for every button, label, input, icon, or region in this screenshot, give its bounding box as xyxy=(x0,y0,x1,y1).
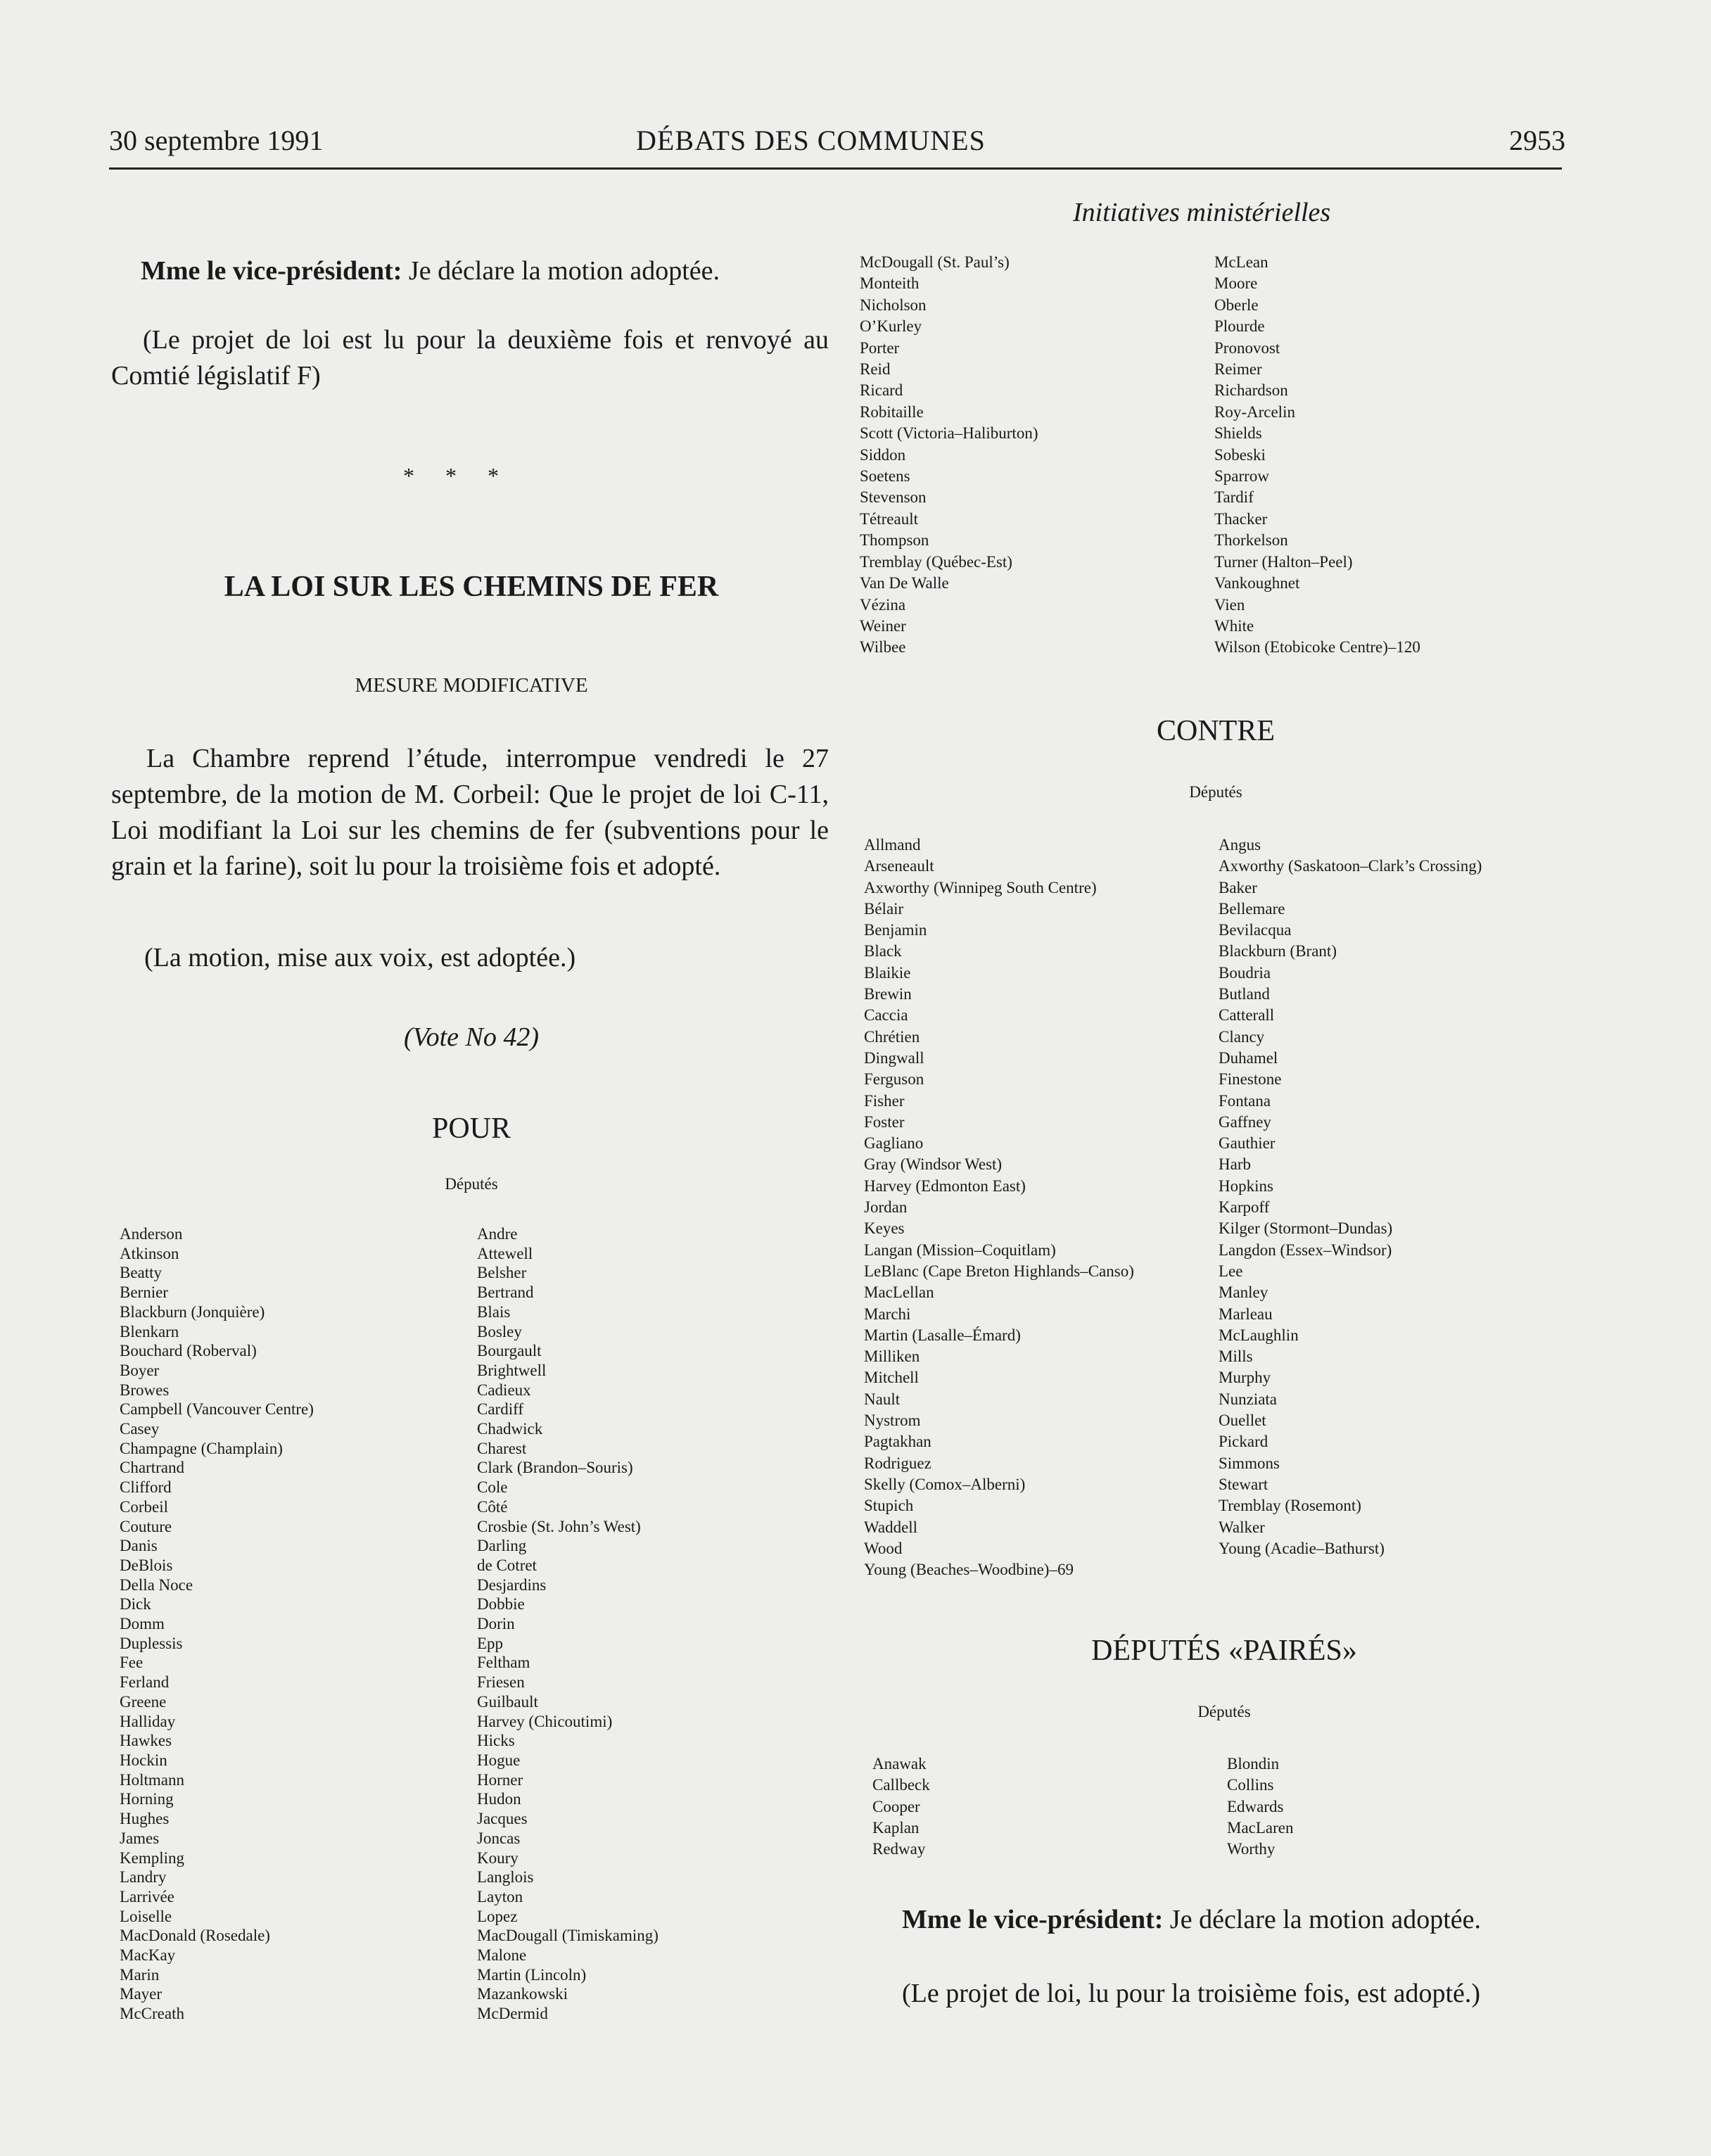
member-name: Stewart xyxy=(1219,1475,1268,1493)
member-name: Blais xyxy=(477,1302,511,1321)
paires-list-col1 xyxy=(872,1754,930,1860)
member-name: Vankoughnet xyxy=(1214,574,1300,592)
member-name: Stevenson xyxy=(860,488,927,507)
member-name: Blondin xyxy=(1227,1755,1280,1773)
member-name: Murphy xyxy=(1219,1369,1271,1387)
member-name: Hawkes xyxy=(120,1732,172,1750)
member-name: Pagtakhan xyxy=(864,1433,931,1451)
member-name: Ferguson xyxy=(864,1070,924,1089)
motion-paragraph: La Chambre reprend l’étude, interrompue vendredi le 27 septembre, de la motion de M. Corbeil: Que le projet de loi C-11, Loi modifiant la Loi sur les chemins de fer (subventions pour le grain et la farine), soit lu pour la troisième fois et adopté. xyxy=(111,744,829,881)
member-name: Corbeil xyxy=(120,1497,168,1516)
member-name: Bertrand xyxy=(477,1283,534,1302)
contre-heading: CONTRE xyxy=(1157,715,1275,747)
member-name: Hudon xyxy=(477,1790,521,1808)
member-name: Skelly (Comox–Alberni) xyxy=(864,1475,1026,1493)
member-name: Oberle xyxy=(1214,296,1259,314)
member-name: Richardson xyxy=(1214,381,1288,400)
member-name: Joncas xyxy=(477,1829,521,1847)
member-name: Bosley xyxy=(477,1322,522,1340)
member-name: Wilbee xyxy=(860,638,906,657)
member-name: Guilbault xyxy=(477,1692,538,1711)
member-name: Mills xyxy=(1219,1348,1253,1366)
member-name: Casey xyxy=(120,1420,160,1438)
member-name: Belsher xyxy=(477,1264,527,1282)
member-name: Dobbie xyxy=(477,1595,525,1613)
member-name: Champagne (Champlain) xyxy=(120,1439,283,1457)
member-name: Turner (Halton–Peel) xyxy=(1214,552,1353,571)
speaker-paragraph xyxy=(141,253,837,289)
referral-paragraph: (Le projet de loi est lu pour la deuxième fois et renvoyé au Comtié législatif F) xyxy=(111,325,829,391)
member-name: Malone xyxy=(477,1946,527,1965)
pour-heading: POUR xyxy=(431,1112,511,1145)
member-name: Bourgault xyxy=(477,1342,542,1360)
section-heading: LA LOI SUR LES CHEMINS DE FER xyxy=(224,571,719,603)
member-name: Greene xyxy=(120,1692,167,1711)
member-name: Mazankowski xyxy=(477,1985,568,2003)
section-separator: * * * xyxy=(403,463,511,488)
member-name: Langlois xyxy=(477,1868,534,1886)
contre-list-col2 xyxy=(1219,835,1482,1559)
contre-list-col1 xyxy=(864,835,1134,1580)
member-name: Jacques xyxy=(477,1810,528,1828)
member-name: Vézina xyxy=(860,595,906,614)
member-name: Worthy xyxy=(1227,1840,1276,1858)
member-name: Thompson xyxy=(860,531,929,550)
closing-speaker-paragraph xyxy=(902,1902,1577,1938)
speaker-name: Mme le vice-président: xyxy=(141,256,402,286)
member-name: Beatty xyxy=(120,1264,163,1282)
member-name: Dingwall xyxy=(864,1048,924,1067)
member-name: Tremblay (Québec-Est) xyxy=(860,552,1012,571)
member-name: Hicks xyxy=(477,1732,515,1750)
member-name: Dorin xyxy=(477,1615,515,1633)
member-name: Sobeski xyxy=(1214,445,1266,464)
section-title: Initiatives ministérielles xyxy=(1073,198,1331,227)
member-name: Young (Acadie–Bathurst) xyxy=(1219,1539,1385,1557)
member-name: McLean xyxy=(1214,253,1268,271)
member-name: Baker xyxy=(1219,878,1257,896)
member-name: Pronovost xyxy=(1214,338,1280,357)
member-name: Chartrand xyxy=(120,1459,184,1477)
member-name: Atkinson xyxy=(120,1244,179,1262)
member-name: Young (Beaches–Woodbine)–69 xyxy=(864,1561,1074,1579)
member-name: Scott (Victoria–Haliburton) xyxy=(860,424,1038,443)
member-name: Karpoff xyxy=(1219,1198,1270,1217)
pour-list-col3 xyxy=(860,252,1038,659)
paires-heading: DÉPUTÉS «PAIRÉS» xyxy=(1091,1635,1357,1667)
member-name: Axworthy (Winnipeg South Centre) xyxy=(864,878,1097,896)
member-name: Desjardins xyxy=(477,1575,547,1594)
pour-list-col1 xyxy=(120,1224,314,2024)
member-name: McDougall (St. Paul’s) xyxy=(860,253,1010,271)
member-name: Porter xyxy=(860,338,900,357)
member-name: White xyxy=(1214,616,1254,635)
member-name: MacKay xyxy=(120,1946,176,1965)
member-name: MacDonald (Rosedale) xyxy=(120,1927,270,1945)
header-rule xyxy=(109,167,1562,170)
closing-speaker-text: Je déclare la motion adoptée. xyxy=(1163,1905,1482,1934)
member-name: LeBlanc (Cape Breton Highlands–Canso) xyxy=(864,1262,1134,1280)
member-name: Reid xyxy=(860,360,891,379)
member-name: Allmand xyxy=(864,836,921,854)
member-name: Loiselle xyxy=(120,1907,172,1925)
member-name: Cole xyxy=(477,1478,508,1497)
member-name: Marin xyxy=(120,1965,160,1984)
member-name: Nault xyxy=(864,1390,901,1408)
member-name: Ouellet xyxy=(1219,1412,1266,1430)
member-name: Nicholson xyxy=(860,296,927,314)
member-name: Butland xyxy=(1219,985,1270,1003)
member-name: Boudria xyxy=(1219,963,1271,982)
member-name: Koury xyxy=(477,1849,519,1867)
member-name: Lee xyxy=(1219,1262,1243,1280)
member-name: Nunziata xyxy=(1219,1390,1278,1408)
member-name: Bouchard (Roberval) xyxy=(120,1342,257,1360)
member-name: Callbeck xyxy=(872,1776,930,1794)
member-name: Nystrom xyxy=(864,1412,921,1430)
member-name: Jordan xyxy=(864,1198,908,1217)
member-name: Halliday xyxy=(120,1712,176,1730)
member-name: Langdon (Essex–Windsor) xyxy=(1219,1241,1392,1259)
member-name: MacLellan xyxy=(864,1283,934,1302)
member-name: Bellemare xyxy=(1219,899,1285,918)
member-name: Thorkelson xyxy=(1214,531,1288,550)
member-name: Fisher xyxy=(864,1091,905,1110)
member-name: Martin (Lincoln) xyxy=(477,1965,587,1984)
member-name: Harvey (Edmonton East) xyxy=(864,1177,1026,1195)
member-name: Catterall xyxy=(1219,1006,1275,1025)
member-name: Gagliano xyxy=(864,1134,924,1153)
member-name: Hughes xyxy=(120,1810,170,1828)
header-title: DÉBATS DES COMMUNES xyxy=(636,125,986,156)
member-name: MacDougall (Timiskaming) xyxy=(477,1927,659,1945)
member-name: Ricard xyxy=(860,381,903,400)
header-date: 30 septembre 1991 xyxy=(109,125,324,156)
motion-result: (La motion, mise aux voix, est adoptée.) xyxy=(144,943,576,972)
member-name: Darling xyxy=(477,1537,527,1555)
member-name: Edwards xyxy=(1227,1797,1284,1815)
speaker-text: Je déclare la motion adoptée. xyxy=(402,256,720,286)
closing-result: (Le projet de loi, lu pour la troisième fois, est adopté.) xyxy=(902,1979,1481,2008)
member-name: Bélair xyxy=(864,899,904,918)
vote-number: (Vote No 42) xyxy=(403,1022,540,1052)
member-name: Duplessis xyxy=(120,1634,183,1652)
member-name: Kempling xyxy=(120,1849,184,1867)
member-name: Benjamin xyxy=(864,921,927,939)
member-name: McLaughlin xyxy=(1219,1326,1299,1344)
member-name: Mayer xyxy=(120,1985,163,2003)
member-name: Thacker xyxy=(1214,509,1268,528)
member-name: McDermid xyxy=(477,2005,548,2023)
member-name: Tardif xyxy=(1214,488,1254,507)
member-name: Angus xyxy=(1219,836,1261,854)
pour-list-col2 xyxy=(477,1224,659,2024)
member-name: Langan (Mission–Coquitlam) xyxy=(864,1241,1056,1259)
member-name: Weiner xyxy=(860,616,906,635)
member-name: Boyer xyxy=(120,1361,160,1379)
member-name: Plourde xyxy=(1214,317,1265,336)
member-name: Wilson (Etobicoke Centre)–120 xyxy=(1214,638,1420,657)
member-name: Lopez xyxy=(477,1907,518,1925)
member-name: O’Kurley xyxy=(860,317,922,336)
member-name: Mitchell xyxy=(864,1369,919,1387)
member-name: Gray (Windsor West) xyxy=(864,1155,1003,1174)
member-name: Moore xyxy=(1214,274,1258,293)
page-number: 2953 xyxy=(1509,125,1565,156)
member-name: DeBlois xyxy=(120,1556,173,1574)
member-name: Chrétien xyxy=(864,1027,920,1046)
member-name: Clark (Brandon–Souris) xyxy=(477,1459,633,1477)
member-name: Duhamel xyxy=(1219,1048,1278,1067)
member-name: Tétreault xyxy=(860,509,919,528)
member-name: Gauthier xyxy=(1219,1134,1276,1153)
member-name: Gaffney xyxy=(1219,1112,1271,1131)
member-name: Milliken xyxy=(864,1348,920,1366)
member-name: Tremblay (Rosemont) xyxy=(1219,1497,1361,1515)
member-name: Vien xyxy=(1214,595,1245,614)
member-name: Epp xyxy=(477,1634,504,1652)
member-name: Roy-Arcelin xyxy=(1214,402,1295,421)
member-name: Campbell (Vancouver Centre) xyxy=(120,1400,314,1419)
member-name: Feltham xyxy=(477,1654,530,1672)
member-name: Andre xyxy=(477,1225,518,1243)
member-name: Clifford xyxy=(120,1478,172,1497)
member-name: Browes xyxy=(120,1381,170,1399)
member-name: James xyxy=(120,1829,160,1847)
member-name: Waddell xyxy=(864,1518,918,1536)
member-name: Charest xyxy=(477,1439,527,1457)
member-name: Black xyxy=(864,942,902,960)
member-name: Keyes xyxy=(864,1219,905,1238)
member-name: Holtmann xyxy=(120,1770,184,1789)
member-name: Friesen xyxy=(477,1673,525,1692)
member-name: Caccia xyxy=(864,1006,908,1025)
member-name: Bernier xyxy=(120,1283,168,1302)
member-name: Collins xyxy=(1227,1776,1274,1794)
member-name: Hogue xyxy=(477,1751,521,1769)
member-name: Bevilacqua xyxy=(1219,921,1292,939)
member-name: Blackburn (Jonquière) xyxy=(120,1302,265,1321)
member-name: Fee xyxy=(120,1654,144,1672)
member-name: Rodriguez xyxy=(864,1454,931,1472)
pour-subheading: Députés xyxy=(445,1175,498,1193)
member-name: Wood xyxy=(864,1539,903,1557)
member-name: Harb xyxy=(1219,1155,1251,1174)
member-name: Crosbie (St. John’s West) xyxy=(477,1517,641,1535)
member-name: Della Noce xyxy=(120,1575,193,1594)
member-name: Stupich xyxy=(864,1497,914,1515)
member-name: Van De Walle xyxy=(860,574,949,592)
member-name: Finestone xyxy=(1219,1070,1282,1089)
member-name: Axworthy (Saskatoon–Clark’s Crossing) xyxy=(1219,857,1482,875)
member-name: Hockin xyxy=(120,1751,167,1769)
member-name: Robitaille xyxy=(860,402,924,421)
member-name: Layton xyxy=(477,1887,523,1905)
member-name: Anderson xyxy=(120,1225,183,1243)
member-name: Dick xyxy=(120,1595,151,1613)
member-name: Martin (Lasalle–Émard) xyxy=(864,1326,1021,1344)
member-name: Kaplan xyxy=(872,1818,920,1837)
member-name: Hopkins xyxy=(1219,1177,1273,1195)
paires-subheading: Députés xyxy=(1197,1703,1251,1720)
member-name: Cooper xyxy=(872,1797,920,1815)
member-name: Attewell xyxy=(477,1244,533,1262)
member-name: Manley xyxy=(1219,1283,1268,1302)
member-name: de Cotret xyxy=(477,1556,537,1574)
member-name: Brewin xyxy=(864,985,912,1003)
member-name: Kilger (Stormont–Dundas) xyxy=(1219,1219,1393,1238)
member-name: McCreath xyxy=(120,2005,184,2023)
member-name: Marchi xyxy=(864,1305,911,1323)
member-name: Blenkarn xyxy=(120,1322,179,1340)
member-name: Cardiff xyxy=(477,1400,524,1419)
member-name: Anawak xyxy=(872,1755,927,1773)
member-name: Horning xyxy=(120,1790,174,1808)
closing-speaker-name: Mme le vice-président: xyxy=(902,1905,1164,1934)
member-name: Fontana xyxy=(1219,1091,1271,1110)
member-name: Simmons xyxy=(1219,1454,1280,1472)
member-name: Landry xyxy=(120,1868,167,1886)
paires-list-col2 xyxy=(1227,1754,1294,1860)
member-name: Clancy xyxy=(1219,1027,1265,1046)
member-name: Arseneault xyxy=(864,857,934,875)
member-name: Reimer xyxy=(1214,360,1262,379)
member-name: Domm xyxy=(120,1615,165,1633)
section-subheading: MESURE MODIFICATIVE xyxy=(355,674,588,697)
member-name: Monteith xyxy=(860,274,920,293)
member-name: Shields xyxy=(1214,424,1262,443)
member-name: Foster xyxy=(864,1112,905,1131)
member-name: Soetens xyxy=(860,467,910,486)
member-name: Marleau xyxy=(1219,1305,1273,1323)
member-name: Horner xyxy=(477,1770,523,1789)
member-name: Brightwell xyxy=(477,1361,547,1379)
member-name: Ferland xyxy=(120,1673,170,1692)
member-name: Harvey (Chicoutimi) xyxy=(477,1712,613,1730)
member-name: Larrivée xyxy=(120,1887,174,1905)
member-name: MacLaren xyxy=(1227,1818,1294,1837)
member-name: Blaikie xyxy=(864,963,911,982)
contre-subheading: Députés xyxy=(1189,783,1242,801)
member-name: Cadieux xyxy=(477,1381,531,1399)
pour-list-col4 xyxy=(1214,252,1420,659)
member-name: Blackburn (Brant) xyxy=(1219,942,1337,960)
member-name: Côté xyxy=(477,1497,508,1516)
member-name: Siddon xyxy=(860,445,906,464)
member-name: Chadwick xyxy=(477,1420,543,1438)
member-name: Sparrow xyxy=(1214,467,1269,486)
member-name: Danis xyxy=(120,1537,158,1555)
member-name: Pickard xyxy=(1219,1433,1268,1451)
member-name: Walker xyxy=(1219,1518,1265,1536)
member-name: Couture xyxy=(120,1517,172,1535)
member-name: Redway xyxy=(872,1840,926,1858)
